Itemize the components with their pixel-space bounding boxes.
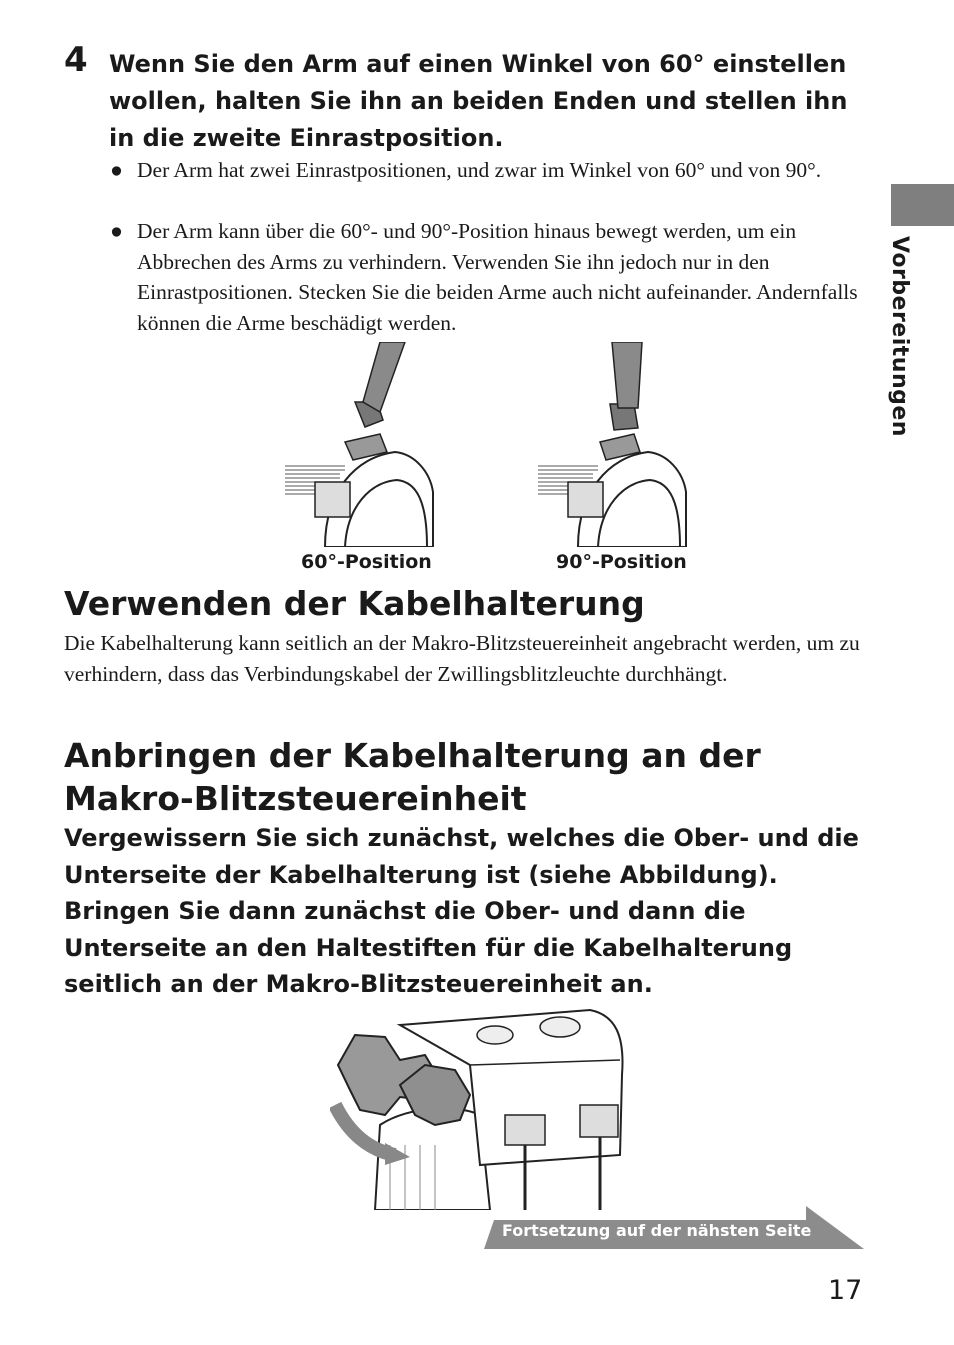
continuation-label: Fortsetzung auf der nähsten Seite [502, 1221, 812, 1240]
page-number: 17 [828, 1275, 863, 1306]
step-number: 4 [64, 40, 88, 80]
bullet-dot-icon: ● [110, 158, 123, 182]
arm-60-position-illustration [285, 342, 435, 547]
section-tab-marker [891, 184, 954, 226]
figure-caption-60: 60°-Position [301, 551, 432, 573]
bullet-item [110, 216, 870, 338]
step-instruction: Wenn Sie den Arm auf einen Winkel von 60° einstellen wollen, halten Sie ihn an beiden Enden und stellen ihn in die zweite Einrastposition. [109, 50, 848, 152]
subsection-heading: Anbringen der Kabelhalterung an der Makro-Blitzsteuereinheit [64, 736, 761, 818]
subsection-instruction: Vergewissern Sie sich zunächst, welches die Ober- und die Unterseite der Kabelhalterung ist (siehe Abbildung). Bringen Sie dann zunächst die Ober- und dann die Unterseite an den Haltestiften für die Kabelhalterung seitlich an der Makro-Blitzsteuereinheit an. [64, 824, 859, 998]
bullet-item [110, 155, 870, 186]
bullet-text: Der Arm kann über die 60°- und 90°-Position hinaus bewegt werden, um ein Abbrechen des Arms zu verhindern. Verwenden Sie ihn jedoch nur in den Einrastpositionen. Stecken Sie die beiden Arme auch nicht aufeinander. Andernfalls können die Arme beschädigt werden. [137, 219, 858, 335]
section-tab-label: Vorbereitungen [887, 236, 912, 437]
bullet-text: Der Arm hat zwei Einrastpositionen, und zwar im Winkel von 60° und von 90°. [137, 158, 822, 182]
bullet-dot-icon: ● [110, 219, 123, 243]
cable-holder-illustration [330, 1005, 630, 1210]
section-heading: Verwenden der Kabelhalterung [64, 584, 645, 623]
figure-caption-90: 90°-Position [556, 551, 687, 573]
arm-90-position-illustration [538, 342, 688, 547]
section-body: Die Kabelhalterung kann seitlich an der Makro-Blitzsteuereinheit angebracht werden, um zu verhindern, dass das Verbindungskabel der Zwillingsblitzleuchte durchhängt. [64, 631, 860, 686]
